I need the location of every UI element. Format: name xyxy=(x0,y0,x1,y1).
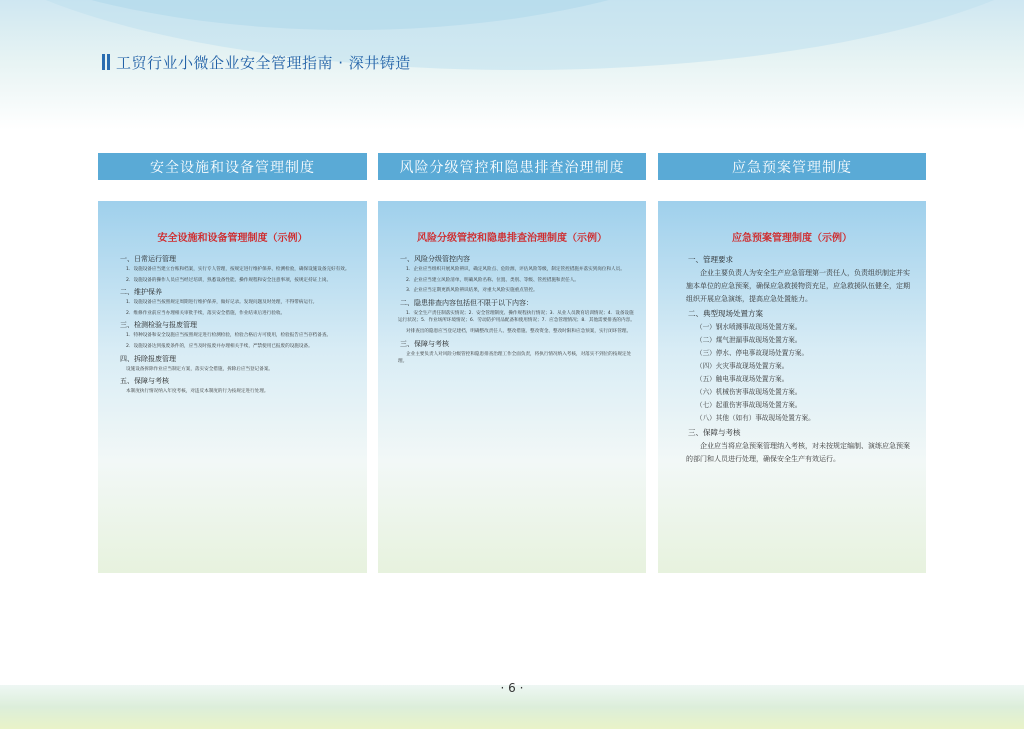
paragraph: 设施设备拆除作业应当制定方案，落实安全措施，拆除后应当登记备案。 xyxy=(126,366,274,372)
page-number: · 6 · xyxy=(500,681,524,695)
column-heading-equipment: 安全设施和设备管理制度 xyxy=(98,153,367,180)
column-heading-risk: 风险分级管控和隐患排查治理制度 xyxy=(378,153,646,180)
paragraph: 企业应当将应急预案管理纳入考核，对未按规定编制、演练应急预案的部门和人员进行处理，确保安全生产有效运行。 xyxy=(686,442,910,463)
section-title: 三、保障与考核 xyxy=(688,428,741,437)
paragraph: 2．企业应当建立风险清单，明确风险名称、位置、类别、等级、管控措施和责任人。 xyxy=(406,277,579,283)
list-item: （四）火灾事故现场处置方案。 xyxy=(696,362,789,370)
section-title: 五、保障与考核 xyxy=(120,377,169,386)
card-title: 风险分级管控和隐患排查治理制度（示例） xyxy=(417,233,607,244)
header-marker-bar xyxy=(102,54,105,70)
section-title: 二、维护保养 xyxy=(120,288,162,297)
document-header xyxy=(102,52,411,72)
list-item: （一）钢水喷溅事故现场处置方案。 xyxy=(696,323,802,331)
paragraph: 1．特种设备和安全设施应当按照规定进行检测检验，检验合格后方可使用，检验报告应当存档备查。 xyxy=(126,333,332,339)
section-title: 三、检测检验与报废管理 xyxy=(120,321,197,330)
section-title: 二、典型现场处置方案 xyxy=(688,309,763,318)
paragraph: 1．设施设备应当建立台账和档案，实行专人管理，按规定进行维护保养、检测检验，确保设施设备完好有效。 xyxy=(126,267,350,272)
card-title: 安全设施和设备管理制度（示例） xyxy=(157,233,308,244)
list-item: （二）煤气泄漏事故现场处置方案。 xyxy=(696,336,802,344)
section-title: 四、拆除报废管理 xyxy=(120,354,176,363)
list-item: （三）停水、停电事故现场处置方案。 xyxy=(696,349,809,357)
paragraph: 企业主要负责人为安全生产应急管理第一责任人，负责组织制定并实施本单位的应急预案，确保应急救援物资充足，应急救援队伍健全，定期组织开展应急演练，提高应急处置能力。 xyxy=(686,269,910,303)
paragraph: 1．企业应当组织开展风险辨识，确定风险点、危险源，评估风险等级，制定管控措施并落实到岗位和人员。 xyxy=(406,267,625,272)
section-title: 二、隐患排查内容包括但不限于以下内容： xyxy=(400,298,533,307)
paragraph: 1．设施设备应当按照规定周期进行维护保养，做好记录。发现问题及时处理，不得带病运行。 xyxy=(126,300,318,306)
section-title: 一、日常运行管理 xyxy=(120,255,176,263)
paragraph: 企业主要负责人对风险分级管控和隐患排查治理工作全面负责，将执行情况纳入考核，对落实不到位的按规定处理。 xyxy=(398,351,632,365)
card-emergency xyxy=(658,201,926,573)
section-title: 三、保障与考核 xyxy=(400,339,449,348)
paragraph: 本制度执行情况纳入年度考核，对违反本制度的行为按规定进行处理。 xyxy=(126,389,269,395)
list-item: （六）机械伤害事故现场处置方案。 xyxy=(696,388,802,396)
list-item: （七）起重伤害事故现场处置方案。 xyxy=(696,401,802,409)
paragraph: 1．安全生产责任制落实情况；2．安全管理制度、操作规程执行情况；3．从业人员教育培训情况；4．设备设施运行状况；5．作业场所环境情况；6．劳动防护用品配备和使用情况；7．应急管理情况；8．其他需要排查的内容。 xyxy=(398,310,635,324)
section-title: 一、风险分级管控内容 xyxy=(400,255,470,263)
paragraph: 2．维修作业前应当办理相关审批手续，落实安全措施，作业结束后进行验收。 xyxy=(126,310,286,316)
paragraph: 对排查出的隐患应当登记建档，明确整改责任人、整改措施、整改资金、整改时限和应急预案，实行闭环管理。 xyxy=(406,328,632,334)
header-marker-bar xyxy=(107,54,110,70)
paragraph: 3．企业应当定期更新风险辨识结果，对重大风险实施重点管控。 xyxy=(406,288,538,294)
paragraph: 2．设施设备的操作人员应当经过培训，熟悉设备性能、操作规程和安全注意事项，按规定持证上岗。 xyxy=(126,277,332,283)
card-risk xyxy=(378,201,646,573)
section-title: 一、管理要求 xyxy=(688,255,733,264)
document-title: 工贸行业小微企业安全管理指南 · 深井铸造 xyxy=(116,53,411,72)
list-item: （五）触电事故现场处置方案。 xyxy=(696,375,789,383)
column-heading-emergency: 应急预案管理制度 xyxy=(658,153,926,180)
paragraph: 2．设施设备达到报废条件的，应当及时报废并办理相关手续，严禁使用已报废的设施设备。 xyxy=(126,343,313,349)
list-item: （八）其他（如有）事故现场处置方案。 xyxy=(696,414,815,422)
card-equipment xyxy=(98,201,367,573)
card-title: 应急预案管理制度（示例） xyxy=(732,233,852,244)
